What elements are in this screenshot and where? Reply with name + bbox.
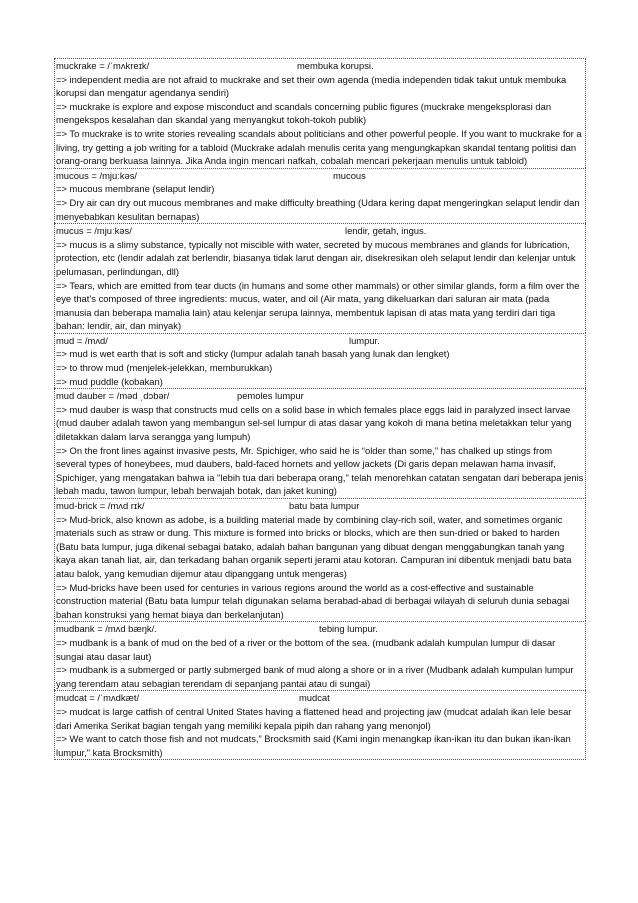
entry-mud [54,333,586,388]
entry-example: => mudbank is a submerged or partly submerged bank of mud along a shore or in a river (Mudbank adalah kumpulan lumpur yang terendam atau sebagian terendam di sepanjang pantai atau di sungai) [56,664,574,689]
entry-term: muckrake = /ˈmʌkreɪk/ [56,60,150,71]
entry-term: mudbank = /mʌd bæŋk/. [56,623,157,635]
entry-term: mud = /mʌd/ [56,334,108,346]
entry-example: => On the front lines against invasive pests, Mr. Spichiger, who said he is “older than some,” has chalked up stings from several types of honeybees, mud daubers, bald-faced hornets and yellow jackets (Di garis depan melawan hama invasif, Spichiger, yang mengatakan bahwa ia "lebih tua dari beberapa orang," telah menorehkan catatan sengatan dari beberapa jenis lebah madu, tawon lumpur, lebah berwajah botak, dan jaket kuning) [56,444,584,497]
entry-mud-dauber [54,388,586,498]
entry-term: mud-brick = /mʌd rɪk/ [56,500,145,511]
entry-example: => Tears, which are emitted from tear ducts (in humans and some other mammals) or other similar glands, form a film over the eye that’s composed of three ingredients: mucus, water, and oil (Air mata, yang dikeluarkan dari saluran air mata (pada manusia dan beberapa mamalia lain) atau kelenjar serupa lainnya, membentuk lapisan di atas mata yang terdiri dari tiga bahan: lendir, air, dan minyak) [56,279,580,332]
entry-meaning: batu bata lumpur [289,500,360,511]
entry-example: => mud puddle (kobakan) [56,375,163,387]
entry-meaning: mucous [333,169,366,181]
entry-head [56,169,584,183]
entry-head [56,334,584,348]
entry-head [56,499,584,513]
entry-example: => mud is wet earth that is soft and sticky (lumpur adalah tanah basah yang lunak dan lengket) [56,348,450,360]
entry-example: => Mud-brick, also known as adobe, is a building material made by combining clay-rich soil, water, and sometimes organic materials such as straw or dung. This mixture is formed into bricks or blocks, which are then sun-dried or baked to harden (Batu bata lumpur, juga dikenal sebagai batako, adalah bahan bangunan yang dibuat dengan menggabungkan tanah yang kaya akan tanah liat, air, dan terkadang bahan organik seperti jerami atau kotoran. Campuran ini dibentuk menjadi batu bata atau balok, yang kemudian dijemur atau dipanggang untuk mengeras) [56,513,572,579]
entry-meaning: mudcat [299,692,330,704]
entry-example: => mudbank is a bank of mud on the bed of a river or the bottom of the sea. (mudbank adalah kumpulan lumpur di dasar sungai atau dasar laut) [56,636,556,662]
entry-mudbank [54,621,586,690]
entry-mud-brick [54,498,586,621]
entry-example: => mucous membrane (selaput lendir) [56,183,215,195]
entry-term: mucus = /mjuːkəs/ [56,225,132,237]
entry-meaning: lendir, getah, ingus. [345,225,427,237]
vocabulary-document [54,58,586,760]
entry-meaning: tebing lumpur. [319,623,378,635]
entry-head [56,622,584,636]
entry-example: => mucus is a slimy substance, typically not miscible with water, secreted by mucous membranes and glands for lubrication, protection, etc (lendir adalah zat berlendir, biasanya tidak larut dengan air, disekresikan oleh selaput lendir dan kelenjar untuk pelumasan, perlindungan, dll) [56,238,576,277]
entry-meaning: pemoles lumpur [237,390,304,402]
entry-head [56,59,584,73]
entry-example: => Dry air can dry out mucous membranes and make difficulty breathing (Udara kering dapat mengeringkan selaput lendir dan menyebabkan kesulitan bernapas) [56,196,580,222]
entry-example: => We want to catch those fish and not mudcats,” Brocksmith said (Kami ingin menangkap ikan-ikan itu dan bukan ikan-ikan lumpur," kata Brocksmith) [56,733,571,758]
entry-example: => muckrake is explore and expose misconduct and scandals concerning public figures (muckrake mengeksplorasi dan mengekspos kesalahan dan skandal yang menyangkut tokoh-tokoh publik) [56,100,552,126]
entry-muckrake [54,58,586,168]
entry-head [56,691,584,705]
entry-example: => independent media are not afraid to muckrake and set their own agenda (media independen tidak takut untuk membuka korupsi dan mengatur agendanya sendiri) [56,73,567,99]
entry-example: => to throw mud (menjelek-jelekkan, memburukkan) [56,362,273,374]
entry-term: mucous = /mjuːkəs/ [56,169,138,181]
entry-example: => mudcat is large catfish of central United States having a flattened head and projecting jaw (mudcat adalah ikan lele besar dari Amerika Serikat bagian tengah yang memiliki kepala pipih dan rahang yang menonjol) [56,705,572,731]
entry-head [56,389,584,403]
entry-mucous [54,168,586,223]
entry-meaning: lumpur. [349,334,380,346]
entry-mucus [54,223,586,333]
entry-example: => mud dauber is wasp that constructs mud cells on a solid base in which females place eggs laid in paralyzed insect larvae (mud dauber adalah tawon yang membangun sel-sel lumpur di atas dasar yang kokoh di mana betina meletakkan telur yang diletakkan dalam larva serangga yang lumpuh) [56,403,572,443]
entry-term: mudcat = /ˈmʌdkæt/ [56,692,140,704]
entry-mudcat [54,690,586,760]
entry-meaning: membuka korupsi. [297,60,374,71]
entry-example: => Mud-bricks have been used for centuries in various regions around the world as a cost-effective and sustainable construction material (Batu bata lumpur telah digunakan selama berabad-abad di berbagai wilayah di seluruh dunia sebagai bahan konstruksi yang hemat biaya dan berkelanjutan) [56,581,570,620]
entry-example: => To muckrake is to write stories revealing scandals about politicians and other powerful people. If you want to muckrake for a living, try getting a job writing for a tabloid (Muckrake adalah menulis cerita yang mengungkapkan skandal tentang politisi dan orang-orang berkuasa lainnya. Jika Anda ingin mencari nafkah, cobalah mencari pekerjaan menulis untuk tabloid) [56,127,582,167]
entry-term: mud dauber = /məd ˌdɔbər/ [56,390,170,402]
entry-head [56,224,584,238]
